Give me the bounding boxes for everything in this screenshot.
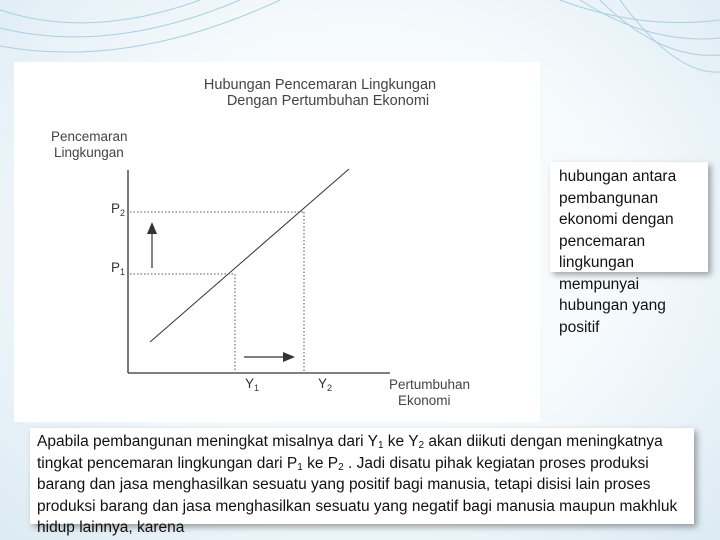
up-arrow-icon [147,222,157,234]
diagram-title-line2: Dengan Pertumbuhan Ekonomi [226,93,430,109]
explanation-text: Apabila pembangunan meningkat misalnya dari $Y_1$ ke $Y_2$ akan diikuti dengan meningkatnya tingkat pencemaran lingkungan dari $P_1$ ke $P_2$ . Jadi disatu pihak kegiatan proses produksi barang dan jasa menghasilkan sesuatu yang positif bagi manusia, tetapi disisi lain proses produksi barang dan jasa menghasilkan sesuatu yang negatif bagi manusia maupun makhluk hidup lainnya, karena [37,433,678,536]
tick-p2: $P_2$ [111,201,126,218]
x-axis-label-line1: Pertumbuhan [389,377,471,392]
diagram-title-line1: Hubungan Pencemaran Lingkungan [203,77,437,93]
x-axis-label-line2: Ekonomi [398,393,451,408]
tick-p1: $P_1$ [111,260,126,277]
y-axis-label-line2: Lingkungan [54,145,124,160]
right-arrow-icon [283,352,295,362]
y-axis-label-line1: Pencemaran [51,129,128,144]
side-note-text: hubungan antara pembangunan ekonomi dengan pencemaran lingkungan mempunyai hubungan yang positif [559,168,677,336]
tick-y1: $Y_1$ [245,376,260,393]
relation-line [150,169,349,342]
tick-y2: $Y_2$ [318,376,333,393]
